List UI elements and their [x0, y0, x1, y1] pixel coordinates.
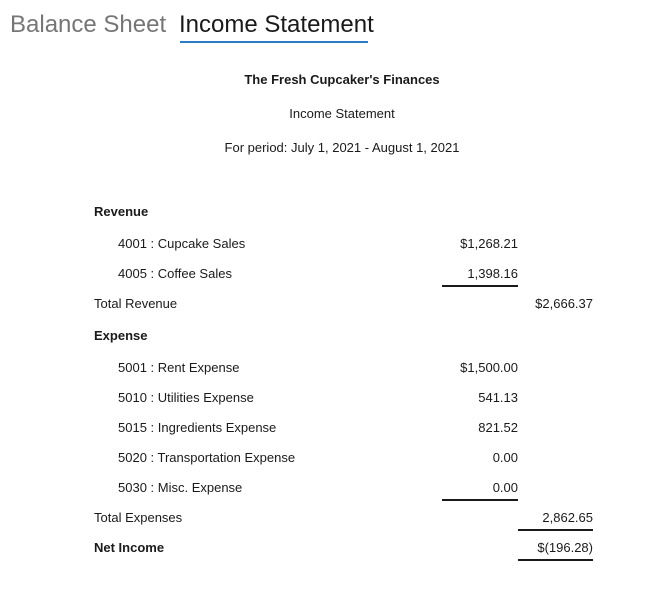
- total-expenses-amount: 2,862.65: [542, 510, 593, 525]
- total-revenue-label: Total Revenue: [94, 296, 178, 311]
- account-amount: 1,398.16: [467, 266, 518, 281]
- total-expenses-row: [0, 507, 654, 529]
- account-amount: $1,500.00: [460, 360, 518, 375]
- period-end: August 1, 2021: [371, 140, 460, 155]
- revenue-subtotal-rule: [442, 285, 518, 287]
- account-amount: 0.00: [492, 450, 518, 465]
- revenue-heading-row: [0, 201, 654, 223]
- net-income-amount: $(196.28): [537, 540, 593, 555]
- account-label: 5001 : Rent Expense: [118, 360, 240, 375]
- total-revenue-amount: $2,666.37: [535, 296, 593, 311]
- expense-heading: Expense: [94, 328, 148, 343]
- total-expenses-rule: [518, 529, 593, 531]
- total-revenue-row: [0, 293, 654, 315]
- account-label: 5020 : Transportation Expense: [118, 450, 296, 465]
- account-label: 4001 : Cupcake Sales: [118, 236, 246, 251]
- account-row-rent-expense: [0, 357, 654, 379]
- account-row-cupcake-sales: [0, 233, 654, 255]
- account-row-misc-expense: [0, 477, 654, 499]
- expense-subtotal-rule: [442, 499, 518, 501]
- account-amount: 541.13: [478, 390, 518, 405]
- tab-income-statement[interactable]: Income Statement: [179, 11, 374, 38]
- account-label: 5010 : Utilities Expense: [118, 390, 254, 405]
- revenue-heading: Revenue: [94, 204, 149, 219]
- account-label: 5030 : Misc. Expense: [118, 480, 243, 495]
- net-income-row: [0, 537, 654, 559]
- total-expenses-label: Total Expenses: [94, 510, 183, 525]
- net-income-rule: [518, 559, 593, 561]
- account-row-coffee-sales: [0, 263, 654, 285]
- period-label: For period:: [224, 140, 288, 155]
- net-income-label: Net Income: [94, 540, 165, 555]
- account-label: 4005 : Coffee Sales: [118, 266, 232, 281]
- account-amount: 0.00: [492, 480, 518, 495]
- tab-balance-sheet[interactable]: Balance Sheet: [10, 11, 167, 38]
- account-row-transportation-expense: [0, 447, 654, 469]
- expense-heading-row: [0, 325, 654, 347]
- company-name: The Fresh Cupcaker's Finances: [244, 72, 440, 87]
- account-amount: 821.52: [478, 420, 518, 435]
- period-start: July 1, 2021 -: [291, 140, 372, 155]
- account-amount: $1,268.21: [460, 236, 518, 251]
- account-row-utilities-expense: [0, 387, 654, 409]
- account-label: 5015 : Ingredients Expense: [118, 420, 277, 435]
- report-period: [0, 139, 654, 157]
- report-title: Income Statement: [289, 106, 395, 121]
- account-row-ingredients-expense: [0, 417, 654, 439]
- report-tabs: [0, 0, 654, 48]
- active-tab-indicator: [180, 41, 368, 43]
